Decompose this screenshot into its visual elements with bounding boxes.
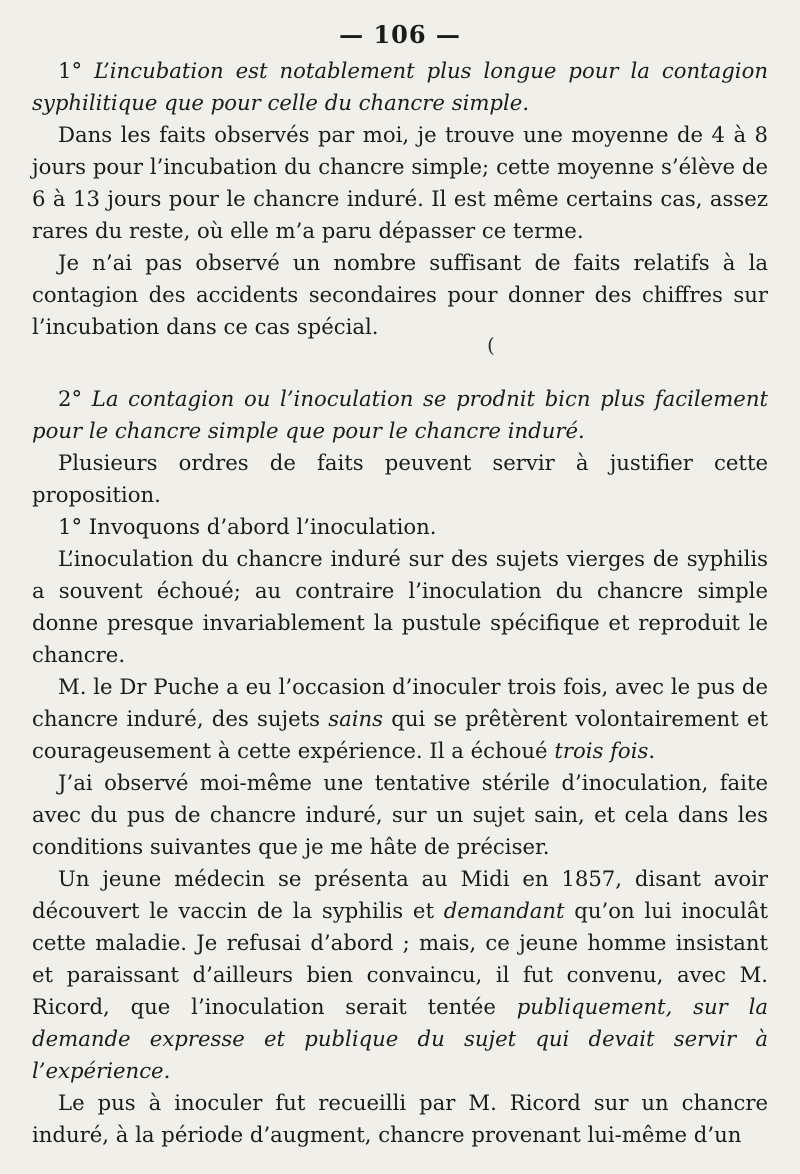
paragraph-young-doctor xyxy=(32,863,768,1087)
paragraph-sterile-attempt: J’ai observé moi-même une tentative stérile d’inoculation, faite avec du pus de chancre induré, sur un sujet sain, et cela dans les conditions suivantes que je me hâte de préciser. xyxy=(32,770,768,859)
paragraph-pus-collected: Le pus à inoculer fut recueilli par M. Ricord sur un chancre induré, à la période d’augment, chancre provenant lui-même d’un xyxy=(32,1090,768,1147)
proposition-2 xyxy=(32,383,768,447)
proposition-1-text: L’incubation est notablement plus longue pour la contagion syphilitique que pour celle du chancre simple. xyxy=(32,58,768,115)
young-doctor-text-b: qu’on lui inoculât cette maladie. Je refusai d’abord ; mais, ce jeune homme insistant et paraissant d’ailleurs bien convaincu, il fut convenu, avec M. Ricord, que l’inoculation serait tentée xyxy=(32,898,768,1019)
paragraph-secondary-accidents: Je n’ai pas observé un nombre suffisant de faits relatifs à la contagion des accidents secondaires pour donner des chiffres sur l’incubation dans ce cas spécial. xyxy=(32,250,768,339)
paragraph-invoke-inoculation: 1° Invoquons d’abord l’inoculation. xyxy=(58,514,437,539)
proposition-1 xyxy=(32,55,768,119)
puche-text-b: qui se prêtèrent volontairement et courageusement à cette expérience. Il a échoué xyxy=(32,706,768,763)
paragraph-inoculation-indurated: L’inoculation du chancre induré sur des sujets vierges de syphilis a souvent échoué; au contraire l’inoculation du chancre simple donne presque invariablement la pustule spécifique et reproduit le chancre. xyxy=(32,546,768,667)
page-number-header: — 106 — xyxy=(339,20,461,49)
section-gap xyxy=(32,343,768,381)
young-doctor-em-publiquement: publiquement, sur la demande expresse et publique du sujet qui devait servir à l’expérience. xyxy=(32,994,768,1083)
paragraph-incubation-observed: Dans les faits observés par moi, je trouve une moyenne de 4 à 8 jours pour l’incubation du chancre simple; cette moyenne s’élève de 6 à 13 jours pour le chancre induré. Il est même certains cas, assez rares du reste, où elle m’a paru dépasser ce terme. xyxy=(32,122,768,243)
paragraph-orders-of-facts: Plusieurs ordres de faits peuvent servir à justifier cette proposition. xyxy=(32,450,768,507)
proposition-1-number: 1° xyxy=(58,58,83,83)
puche-text-c: . xyxy=(648,738,656,763)
stray-bracket-mark: ( xyxy=(487,333,495,357)
puche-em-sains: sains xyxy=(328,706,384,731)
puche-text-a: M. le Dr Puche a eu l’occasion d’inoculer trois fois, avec le pus de chancre induré, des sujets xyxy=(32,674,768,731)
proposition-2-text: La contagion ou l’inoculation se prodnit bicn plus facilement pour le chancre simple que pour le chancre induré. xyxy=(32,386,768,443)
proposition-2-number: 2° xyxy=(58,386,83,411)
paragraph-dr-puche xyxy=(32,671,768,767)
young-doctor-text-a: Un jeune médecin se présenta au Midi en 1857, disant avoir découvert le vaccin de la syphilis et xyxy=(32,866,768,923)
young-doctor-em-demandant: demandant xyxy=(443,898,565,923)
puche-em-trois-fois: trois fois xyxy=(554,738,649,763)
